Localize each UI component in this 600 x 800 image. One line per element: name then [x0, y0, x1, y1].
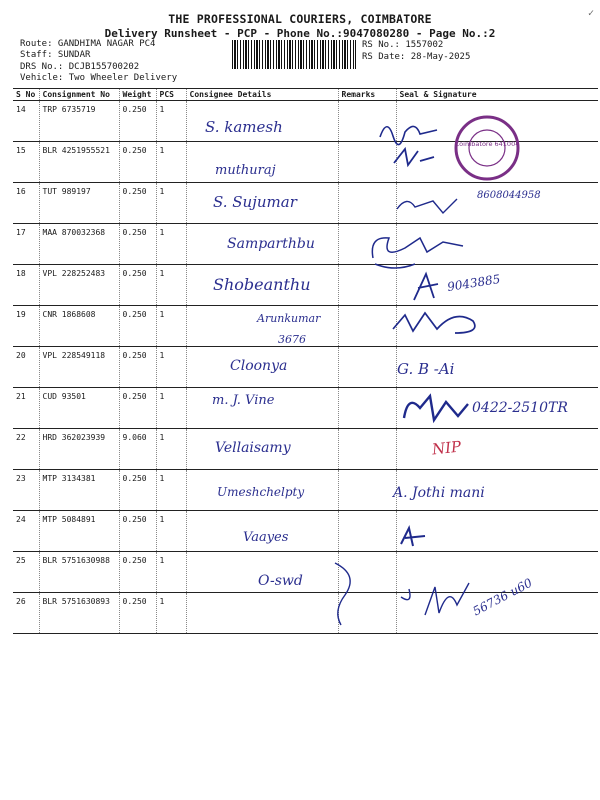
drs-number: DRS No.: DCJB155700202	[20, 62, 140, 72]
corner-mark: ✓	[587, 8, 594, 19]
cell-consignment: CUD 93501	[39, 388, 119, 429]
cell-remarks	[338, 511, 396, 552]
cell-consignment: HRD 362023939	[39, 429, 119, 470]
col-consignee: Consignee Details	[186, 89, 338, 101]
cell-remarks	[338, 470, 396, 511]
handwritten-name: Arunkumar	[257, 312, 321, 325]
cell-pcs: 1	[156, 347, 186, 388]
cell-weight: 0.250	[119, 593, 156, 634]
cell-pcs: 1	[156, 429, 186, 470]
staff-label: Staff: SUNDAR	[20, 50, 91, 60]
cell-weight: 0.250	[119, 224, 156, 265]
handwritten-name: S. Sujumar	[213, 193, 297, 211]
cell-weight: 0.250	[119, 265, 156, 306]
cell-pcs: 1	[156, 306, 186, 347]
cell-signature	[396, 429, 598, 470]
barcode	[232, 40, 356, 69]
cell-sno: 20	[13, 347, 39, 388]
col-sno: S No	[13, 89, 39, 101]
handwritten-name: Samparthbu	[227, 236, 315, 252]
cell-sno: 22	[13, 429, 39, 470]
cell-consignment: BLR 5751630988	[39, 552, 119, 593]
signature-scribble	[385, 305, 490, 345]
cell-weight: 0.250	[119, 511, 156, 552]
cell-consignment: TUT 989197	[39, 183, 119, 224]
cell-pcs: 1	[156, 552, 186, 593]
cell-sno: 23	[13, 470, 39, 511]
cell-pcs: 1	[156, 511, 186, 552]
cell-sno: 21	[13, 388, 39, 429]
cell-pcs: 1	[156, 470, 186, 511]
col-seal-signature: Seal & Signature	[396, 89, 598, 101]
handwritten-signature: A. Jothi mani	[393, 485, 485, 501]
cell-sno: 24	[13, 511, 39, 552]
signature-scribble	[395, 522, 435, 552]
col-remarks: Remarks	[338, 89, 396, 101]
table-header-row	[13, 89, 598, 101]
cell-pcs: 1	[156, 101, 186, 142]
cell-pcs: 1	[156, 388, 186, 429]
table-row	[13, 347, 598, 388]
cell-weight: 0.250	[119, 552, 156, 593]
cell-consignment: TRP 6735719	[39, 101, 119, 142]
handwritten-name: S. kamesh	[205, 118, 283, 136]
cell-consignment: MAA 870032368	[39, 224, 119, 265]
cell-consignment: MTP 3134381	[39, 470, 119, 511]
cell-weight: 0.250	[119, 183, 156, 224]
handwritten-number: 3676	[278, 333, 306, 346]
cell-pcs: 1	[156, 224, 186, 265]
cell-consignment: CNR 1868608	[39, 306, 119, 347]
cell-weight: 0.250	[119, 347, 156, 388]
cell-pcs: 1	[156, 265, 186, 306]
stamp-text: Coimbatore 641004	[454, 140, 520, 148]
cell-weight: 0.250	[119, 142, 156, 183]
cell-weight: 0.250	[119, 388, 156, 429]
cell-pcs: 1	[156, 183, 186, 224]
handwritten-name: Shobeanthu	[213, 275, 311, 294]
col-weight: Weight	[119, 89, 156, 101]
handwritten-phone: 8608044958	[477, 190, 541, 201]
cell-sno: 26	[13, 593, 39, 634]
col-consignment: Consignment No	[39, 89, 119, 101]
cell-sno: 14	[13, 101, 39, 142]
handwritten-phone: 9043885	[446, 271, 502, 295]
cell-sno: 16	[13, 183, 39, 224]
cell-weight: 0.250	[119, 470, 156, 511]
runsheet-subtitle: Delivery Runsheet - PCP - Phone No.:9047080280 - Page No.:2	[104, 27, 496, 40]
handwritten-name: Vellaisamy	[215, 440, 291, 456]
cell-consignment: VPL 228549118	[39, 347, 119, 388]
office-seal-stamp	[453, 114, 521, 182]
cell-sno: 18	[13, 265, 39, 306]
signature-scribble	[390, 143, 440, 173]
handwritten-name: O-swd	[258, 573, 303, 589]
table-row	[13, 511, 598, 552]
handwritten-name: Cloonya	[230, 358, 288, 374]
handwritten-remark: NIP	[431, 437, 463, 459]
cell-sno: 17	[13, 224, 39, 265]
handwritten-signature: G. B -Ai	[397, 360, 455, 378]
cell-remarks	[338, 183, 396, 224]
cell-weight: 0.250	[119, 101, 156, 142]
signature-scribble	[395, 575, 490, 625]
signature-scribble	[365, 228, 480, 273]
signature-scribble	[393, 193, 463, 219]
cell-weight: 0.250	[119, 306, 156, 347]
company-title: THE PROFESSIONAL COURIERS, COIMBATORE	[168, 12, 432, 26]
cell-consignment: BLR 4251955521	[39, 142, 119, 183]
signature-scribble	[398, 390, 473, 430]
col-pcs: PCS	[156, 89, 186, 101]
vehicle-label: Vehicle: Two Wheeler Delivery	[20, 73, 178, 83]
signature-scribble	[408, 270, 448, 306]
cell-pcs: 1	[156, 593, 186, 634]
handwritten-phone: 0422-2510TR	[472, 400, 568, 416]
cell-sno: 15	[13, 142, 39, 183]
rs-date: RS Date: 28-May-2025	[362, 52, 471, 62]
cell-sno: 19	[13, 306, 39, 347]
handwritten-number: 56736 u60	[470, 575, 535, 619]
handwritten-name: muthuraj	[215, 163, 276, 178]
handwritten-name: m. J. Vine	[212, 393, 275, 408]
cell-sno: 25	[13, 552, 39, 593]
cell-consignment: VPL 228252483	[39, 265, 119, 306]
cell-remarks	[338, 388, 396, 429]
cell-consignment: BLR 5751630893	[39, 593, 119, 634]
cell-consignment: MTP 5084891	[39, 511, 119, 552]
table-row	[13, 470, 598, 511]
handwritten-name: Vaayes	[243, 530, 289, 545]
rs-number: RS No.: 1557002	[362, 40, 444, 50]
signature-scribble	[315, 555, 360, 630]
cell-remarks	[338, 347, 396, 388]
cell-remarks	[338, 429, 396, 470]
table-row	[13, 429, 598, 470]
table-row	[13, 183, 598, 224]
route-label: Route: GANDHIMA NAGAR PC4	[20, 39, 156, 49]
cell-pcs: 1	[156, 142, 186, 183]
cell-weight: 9.060	[119, 429, 156, 470]
handwritten-name: Umeshchelpty	[217, 485, 305, 499]
